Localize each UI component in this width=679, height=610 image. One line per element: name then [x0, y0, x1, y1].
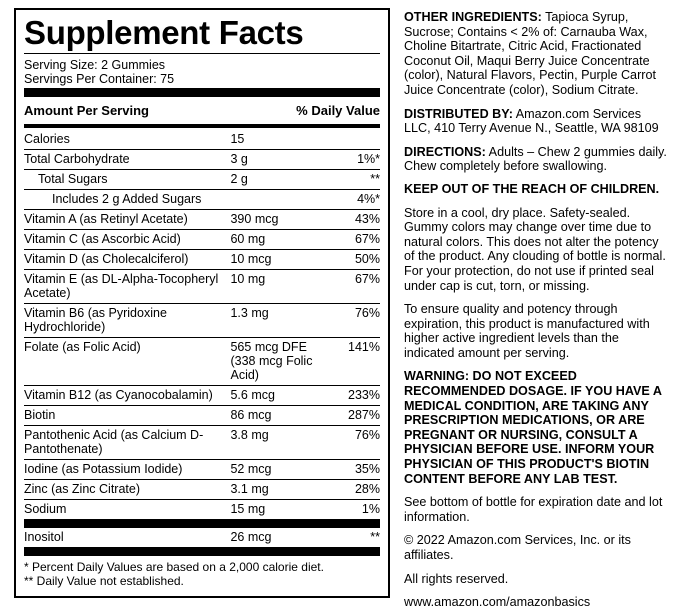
footnotes [24, 556, 380, 589]
copyright-line: © 2022 Amazon.com Services, Inc. or its affiliates. [404, 533, 631, 562]
overage-paragraph: To ensure quality and potency through expiration, this product is manufactured with higher active ingredient levels than the indicated amount per serving. [404, 302, 650, 360]
distributed-by-heading: DISTRIBUTED BY: [404, 106, 513, 121]
nutrient-amount: 565 mcg DFE (338 mcg Folic Acid) [230, 337, 326, 385]
nutrient-name: Pantothenic Acid (as Calcium D-Pantothenate) [24, 425, 230, 459]
nutrient-row [24, 303, 380, 337]
nutrient-row [24, 189, 380, 209]
nutrient-name: Total Carbohydrate [24, 149, 230, 169]
table-header-row [24, 101, 380, 121]
nutrient-daily-value: ** [370, 530, 380, 545]
information-column [404, 8, 669, 610]
warning-text: WARNING: DO NOT EXCEED RECOMMENDED DOSAGE. IF YOU HAVE A MEDICAL CONDITION, ARE TAKING ANY PRESCRIPTION MEDICATIONS, OR ARE PREGNANT OR NURSING, CONSULT A PHYSICIAN BEFORE USE. INFORM YOUR PHYSICIAN OF THIS PRODUCT'S BIOTIN CONTENT BEFORE ANY LAB TEST. [404, 369, 662, 486]
header-thick-divider [24, 88, 380, 97]
nutrient-amount: 390 mcg [230, 209, 326, 229]
nutrient-name: Vitamin D (as Cholecalciferol) [24, 249, 230, 269]
nutrient-row [24, 528, 380, 547]
rights-line: All rights reserved. [404, 571, 509, 586]
storage-paragraph: Store in a cool, dry place. Safety-sealed. Gummy colors may change over time due to natural colors. This does not alter the potency of the product. Any clouding of bottle is normal. For your protection, do not use if printed seal under cap is cut, torn, or missing. [404, 205, 666, 293]
nutrient-name: Vitamin C (as Ascorbic Acid) [24, 229, 230, 249]
nutrient-daily-value: 1%* [327, 149, 380, 169]
nutrient-row [24, 479, 380, 499]
nutrient-row [24, 249, 380, 269]
nutrient-daily-value: 1% [361, 502, 380, 517]
nutrient-amount [230, 189, 326, 209]
footnote-daily-value: * Percent Daily Values are based on a 2,000 calorie diet. [24, 559, 324, 574]
nutrient-amount: 3 g [230, 149, 326, 169]
nutrient-amount: 3.1 mg [230, 479, 326, 499]
nutrient-daily-value: 50% [327, 249, 380, 269]
nutrients-table [24, 130, 380, 519]
nutrient-name: Vitamin E (as DL-Alpha-Tocopheryl Acetate) [24, 269, 230, 303]
nutrient-row [24, 459, 380, 479]
other-ingredients-paragraph [404, 10, 669, 98]
expiration-paragraph: See bottom of bottle for expiration date and lot information. [404, 495, 663, 524]
nutrient-daily-value: 76% [327, 303, 380, 337]
other-ingredients-text: Tapioca Syrup, Sucrose; Contains < 2% of: Carnauba Wax, Choline Bitartrate, Citric Acid, Fractionated Coconut Oil, Maqui Berry Juice Concentrate (color), Natural Flavors, Pectin, Purple Carrot Juice Concentrate (color), Sodium Citrate. [404, 10, 656, 97]
daily-value-header: % Daily Value [296, 102, 380, 118]
additional-ingredients-table [24, 528, 380, 547]
nutrient-amount: 2 g [230, 169, 326, 189]
directions-text: Adults – Chew 2 gummies daily. Chew completely before swallowing. [404, 144, 667, 174]
amount-per-serving-header: Amount Per Serving [24, 102, 149, 118]
nutrient-amount: 1.3 mg [230, 303, 326, 337]
nutrient-name: Calories [24, 130, 230, 150]
keep-out-of-reach-warning [404, 182, 669, 197]
supplement-facts-panel [14, 8, 390, 598]
nutrient-name: Vitamin B6 (as Pyridoxine Hydrochloride) [24, 303, 230, 337]
nutrient-name: Zinc (as Zinc Citrate) [24, 479, 230, 499]
nutrient-daily-value: 28% [327, 479, 380, 499]
serving-size-line: Serving Size: 2 Gummies [24, 57, 166, 72]
nutrient-amount: 60 mg [230, 229, 326, 249]
nutrient-daily-value: 43% [327, 209, 380, 229]
nutrient-amount: 52 mcg [230, 459, 326, 479]
nutrient-name: Sodium [24, 502, 67, 517]
other-ingredients-heading: OTHER INGREDIENTS: [404, 10, 542, 24]
nutrient-amount: 15 [230, 130, 326, 150]
nutrient-name: Includes 2 g Added Sugars [24, 189, 230, 209]
supplement-facts-column [14, 8, 390, 589]
website-line: www.amazon.com/amazonbasics [404, 595, 591, 610]
servings-per-container-line: Servings Per Container: 75 [24, 71, 175, 86]
nutrient-daily-value: 67% [327, 229, 380, 249]
warning-paragraph [404, 369, 669, 486]
nutrient-amount: 86 mcg [230, 405, 326, 425]
nutrient-name: Folate (as Folic Acid) [24, 337, 230, 385]
nutrient-daily-value [327, 130, 380, 150]
nutrient-row [24, 209, 380, 229]
keep-out-of-reach-text: KEEP OUT OF THE REACH OF CHILDREN. [404, 181, 660, 196]
nutrient-daily-value: 35% [327, 459, 380, 479]
nutrient-row [24, 229, 380, 249]
nutrient-daily-value: 4%* [327, 189, 380, 209]
nutrient-row [24, 149, 380, 169]
nutrient-row [24, 425, 380, 459]
nutrient-row [24, 169, 380, 189]
nutrient-daily-value: ** [327, 169, 380, 189]
nutrient-name: Vitamin B12 (as Cyanocobalamin) [24, 385, 230, 405]
nutrient-daily-value: 67% [327, 269, 380, 303]
nutrient-row [24, 405, 380, 425]
directions-paragraph [404, 145, 669, 174]
header-medium-divider [24, 124, 380, 128]
nutrient-amount: 15 mg [230, 502, 266, 517]
nutrient-name: Total Sugars [24, 169, 230, 189]
nutrient-daily-value: 287% [327, 405, 380, 425]
section-band-divider [24, 519, 380, 528]
nutrient-daily-value: 76% [327, 425, 380, 459]
nutrient-row [24, 337, 380, 385]
nutrient-row [24, 385, 380, 405]
distributed-by-paragraph [404, 107, 669, 136]
nutrient-amount: 3.8 mg [230, 425, 326, 459]
distributed-by-text: Amazon.com Services LLC, 410 Terry Avenue N., Seattle, WA 98109 [404, 106, 659, 136]
nutrient-amount: 10 mcg [230, 249, 326, 269]
nutrient-name: Inositol [24, 530, 64, 545]
nutrient-name: Biotin [24, 405, 230, 425]
nutrient-name: Vitamin A (as Retinyl Acetate) [24, 209, 230, 229]
nutrient-row [24, 499, 380, 519]
nutrient-row [24, 130, 380, 150]
directions-heading: DIRECTIONS: [404, 144, 486, 159]
nutrient-daily-value: 233% [327, 385, 380, 405]
nutrient-row [24, 269, 380, 303]
nutrient-amount: 10 mg [230, 269, 326, 303]
supplement-facts-title: Supplement Facts [24, 14, 304, 51]
nutrient-amount: 26 mcg [230, 530, 272, 545]
footnote-band-divider [24, 547, 380, 556]
nutrient-daily-value: 141% [327, 337, 380, 385]
nutrient-amount: 5.6 mcg [230, 385, 326, 405]
footnote-not-established: ** Daily Value not established. [24, 574, 184, 589]
nutrient-name: Iodine (as Potassium Iodide) [24, 459, 230, 479]
